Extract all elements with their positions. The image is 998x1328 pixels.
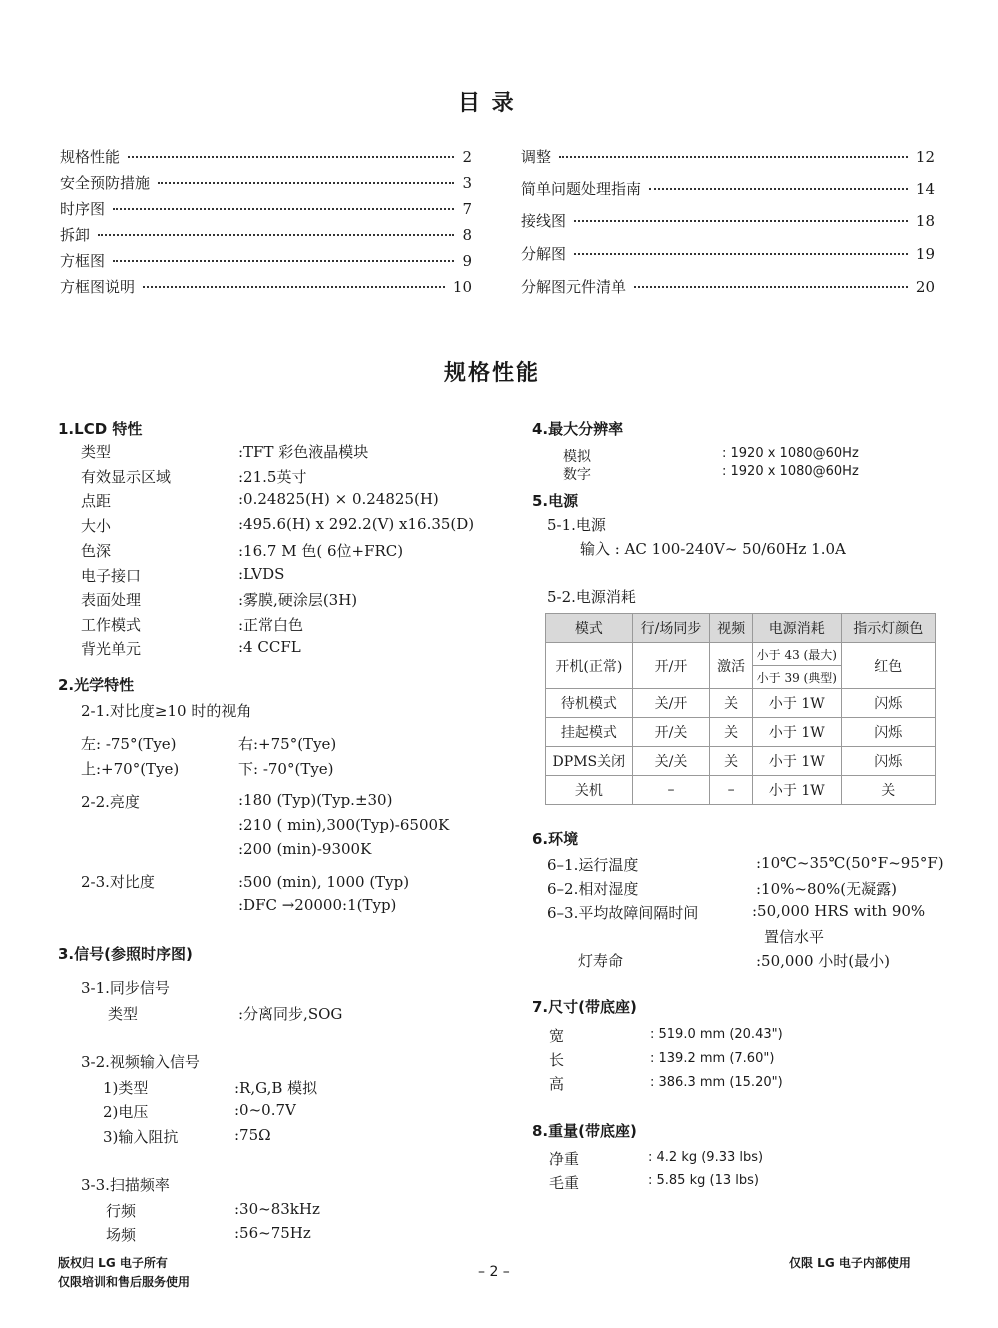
table-cell: 小于 43 (最大) bbox=[753, 643, 842, 666]
lcd-value: :4 CCFL bbox=[238, 638, 301, 656]
video-key: 2)电压 bbox=[103, 1103, 149, 1121]
toc-leader bbox=[634, 286, 908, 288]
table-cell: – bbox=[710, 776, 753, 805]
resolution-value: : 1920 x 1080@60Hz bbox=[722, 446, 859, 461]
table-header: 电源消耗 bbox=[753, 614, 842, 643]
table-cell: 待机模式 bbox=[546, 689, 633, 718]
toc-label: 简单问题处理指南 bbox=[521, 180, 642, 198]
size-value: : 139.2 mm (7.60") bbox=[650, 1051, 775, 1066]
lcd-key: 工作模式 bbox=[81, 616, 142, 634]
sync-type-value: :分离同步,SOG bbox=[238, 1005, 343, 1023]
toc-page: 10 bbox=[452, 278, 472, 296]
brightness-value: :180 (Typ)(Typ.±30) bbox=[238, 791, 393, 809]
table-cell: 关 bbox=[841, 776, 935, 805]
toc-item[interactable] bbox=[60, 224, 472, 245]
scan-value: :30~83kHz bbox=[234, 1200, 320, 1218]
toc-leader bbox=[143, 286, 445, 288]
brightness-value: :210 ( min),300(Typ)-6500K bbox=[238, 816, 450, 834]
table-cell: 小于 1W bbox=[753, 747, 842, 776]
toc-leader bbox=[98, 234, 454, 236]
table-row bbox=[546, 747, 936, 776]
toc-item[interactable] bbox=[60, 172, 472, 193]
contrast-label: 2-3.对比度 bbox=[81, 873, 155, 891]
toc-label: 拆卸 bbox=[60, 226, 91, 244]
weight-key: 净重 bbox=[549, 1150, 580, 1168]
lcd-value: :雾膜,硬涂层(3H) bbox=[238, 591, 358, 609]
lcd-key: 点距 bbox=[81, 492, 112, 510]
toc-page: 19 bbox=[915, 245, 935, 263]
table-cell: DPMS关闭 bbox=[546, 747, 633, 776]
footer-internal: 仅限 LG 电子内部使用 bbox=[789, 1256, 911, 1270]
toc-title: 目 录 bbox=[458, 90, 516, 116]
video-key: 1)类型 bbox=[103, 1079, 149, 1097]
table-row bbox=[546, 776, 936, 805]
toc-leader bbox=[649, 188, 908, 190]
toc-leader bbox=[158, 182, 454, 184]
toc-label: 方框图 bbox=[60, 252, 106, 270]
table-cell: 闪烁 bbox=[841, 718, 935, 747]
toc-page: 18 bbox=[915, 212, 935, 230]
env-key: 6–1.运行温度 bbox=[547, 856, 639, 874]
lcd-value: :LVDS bbox=[238, 565, 285, 583]
lcd-value: :正常白色 bbox=[238, 616, 304, 634]
table-cell: 激活 bbox=[710, 643, 753, 689]
lcd-key: 大小 bbox=[81, 517, 112, 535]
toc-item[interactable] bbox=[60, 198, 472, 219]
angle-up: 上:+70°(Tye) bbox=[81, 760, 180, 778]
toc-page: 8 bbox=[462, 226, 472, 244]
power-input: 输入 : AC 100-240V~ 50/60Hz 1.0A bbox=[580, 540, 846, 558]
table-row bbox=[546, 643, 936, 666]
toc-leader bbox=[113, 260, 454, 262]
table-row bbox=[546, 689, 936, 718]
toc-page: 2 bbox=[462, 148, 472, 166]
toc-page: 3 bbox=[462, 174, 472, 192]
contrast-value: :500 (min), 1000 (Typ) bbox=[238, 873, 410, 891]
toc-label: 安全预防措施 bbox=[60, 174, 151, 192]
toc-label: 接线图 bbox=[521, 212, 567, 230]
toc-item[interactable] bbox=[521, 146, 935, 167]
env-key: 6–2.相对湿度 bbox=[547, 880, 639, 898]
lcd-key: 背光单元 bbox=[81, 640, 142, 658]
signal-heading: 3.信号(参照时序图) bbox=[58, 945, 193, 963]
toc-leader bbox=[113, 208, 454, 210]
scan-label: 3-3.扫描频率 bbox=[81, 1176, 170, 1194]
toc-item[interactable] bbox=[60, 146, 472, 167]
power-table bbox=[545, 613, 936, 805]
table-cell: 小于 1W bbox=[753, 689, 842, 718]
resolution-value: : 1920 x 1080@60Hz bbox=[722, 464, 859, 479]
table-cell: 关/开 bbox=[632, 689, 710, 718]
sync-type-key: 类型 bbox=[108, 1005, 139, 1023]
scan-value: :56~75Hz bbox=[234, 1224, 311, 1242]
env-value-cont: 置信水平 bbox=[764, 928, 825, 946]
weight-key: 毛重 bbox=[549, 1174, 580, 1192]
env-value: :50,000 HRS with 90% bbox=[752, 902, 926, 920]
size-heading: 7.尺寸(带底座) bbox=[532, 998, 637, 1016]
size-key: 长 bbox=[549, 1051, 565, 1069]
page-number: – 2 – bbox=[478, 1264, 510, 1280]
table-cell: 开机(正常) bbox=[546, 643, 633, 689]
lcd-key: 色深 bbox=[81, 542, 112, 560]
weight-value: : 5.85 kg (13 lbs) bbox=[648, 1173, 759, 1188]
angle-down: 下: -70°(Tye) bbox=[238, 760, 334, 778]
toc-item[interactable] bbox=[60, 276, 472, 297]
lamp-key: 灯寿命 bbox=[578, 952, 624, 970]
table-cell: 小于 1W bbox=[753, 776, 842, 805]
table-header: 模式 bbox=[546, 614, 633, 643]
toc-leader bbox=[559, 156, 908, 158]
table-header: 行/场同步 bbox=[632, 614, 710, 643]
table-cell: – bbox=[632, 776, 710, 805]
table-cell: 闪烁 bbox=[841, 747, 935, 776]
toc-item[interactable] bbox=[521, 210, 935, 231]
table-cell: 闪烁 bbox=[841, 689, 935, 718]
table-cell: 关 bbox=[710, 689, 753, 718]
toc-label: 方框图说明 bbox=[60, 278, 136, 296]
table-cell: 小于 39 (典型) bbox=[753, 666, 842, 689]
env-value: :10%~80%(无凝露) bbox=[756, 880, 898, 898]
optical-heading: 2.光学特性 bbox=[58, 676, 135, 694]
lcd-key: 表面处理 bbox=[81, 591, 142, 609]
lamp-value: :50,000 小时(最小) bbox=[756, 952, 891, 970]
brightness-label: 2-2.亮度 bbox=[81, 793, 140, 811]
power-heading: 5.电源 bbox=[532, 492, 579, 510]
table-cell: 关 bbox=[710, 718, 753, 747]
toc-item[interactable] bbox=[521, 243, 935, 264]
toc-leader bbox=[128, 156, 454, 158]
toc-label: 分解图元件清单 bbox=[521, 278, 627, 296]
footer-copyright: 版权归 LG 电子所有 bbox=[58, 1256, 168, 1270]
angle-right: 右:+75°(Tye) bbox=[238, 735, 337, 753]
table-cell: 关机 bbox=[546, 776, 633, 805]
table-header-row bbox=[546, 614, 936, 643]
size-value: : 386.3 mm (15.20") bbox=[650, 1075, 783, 1090]
toc-item[interactable] bbox=[60, 250, 472, 271]
sync-label: 3-1.同步信号 bbox=[81, 979, 170, 997]
brightness-value: :200 (min)-9300K bbox=[238, 840, 372, 858]
env-heading: 6.环境 bbox=[532, 830, 579, 848]
lcd-value: :21.5英寸 bbox=[238, 468, 307, 486]
angle-left: 左: -75°(Tye) bbox=[81, 735, 177, 753]
table-cell: 红色 bbox=[841, 643, 935, 689]
table-header: 视频 bbox=[710, 614, 753, 643]
lcd-value: :TFT 彩色液晶模块 bbox=[238, 443, 369, 461]
toc-page: 20 bbox=[915, 278, 935, 296]
power-sub1: 5-1.电源 bbox=[547, 516, 606, 534]
toc-leader bbox=[574, 253, 908, 255]
video-value: :R,G,B 模拟 bbox=[234, 1079, 318, 1097]
table-cell: 挂起模式 bbox=[546, 718, 633, 747]
table-cell: 关 bbox=[710, 747, 753, 776]
power-sub2: 5-2.电源消耗 bbox=[547, 588, 636, 606]
lcd-value: :0.24825(H) × 0.24825(H) bbox=[238, 490, 439, 508]
footer-usage: 仅限培训和售后服务使用 bbox=[58, 1275, 191, 1289]
resolution-key: 模拟 bbox=[563, 449, 591, 465]
video-key: 3)输入阻抗 bbox=[103, 1128, 179, 1146]
toc-label: 分解图 bbox=[521, 245, 567, 263]
table-cell: 开/开 bbox=[632, 643, 710, 689]
video-label: 3-2.视频输入信号 bbox=[81, 1053, 200, 1071]
lcd-key: 类型 bbox=[81, 443, 112, 461]
lcd-value: :495.6(H) x 292.2(V) x16.35(D) bbox=[238, 515, 475, 533]
toc-item[interactable] bbox=[521, 276, 935, 297]
toc-page: 9 bbox=[462, 252, 472, 270]
weight-value: : 4.2 kg (9.33 lbs) bbox=[648, 1150, 764, 1165]
lcd-key: 电子接口 bbox=[81, 567, 142, 585]
toc-page: 12 bbox=[915, 148, 935, 166]
contrast-value: :DFC →20000:1(Typ) bbox=[238, 896, 397, 914]
toc-label: 规格性能 bbox=[60, 148, 121, 166]
toc-label: 调整 bbox=[521, 148, 552, 166]
toc-leader bbox=[574, 220, 908, 222]
toc-page: 7 bbox=[462, 200, 472, 218]
scan-key: 行频 bbox=[106, 1202, 137, 1220]
video-value: :0~0.7V bbox=[234, 1101, 296, 1119]
env-key: 6–3.平均故障间隔时间 bbox=[547, 904, 699, 922]
weight-heading: 8.重量(带底座) bbox=[532, 1122, 637, 1140]
lcd-heading: 1.LCD 特性 bbox=[58, 420, 143, 438]
table-cell: 开/关 bbox=[632, 718, 710, 747]
env-value: :10℃~35℃(50°F~95°F) bbox=[756, 854, 944, 872]
scan-key: 场频 bbox=[106, 1226, 137, 1244]
lcd-value: :16.7 M 色( 6位+FRC) bbox=[238, 542, 404, 560]
table-header: 指示灯颜色 bbox=[841, 614, 935, 643]
spec-title: 规格性能 bbox=[444, 361, 541, 386]
resolution-key: 数字 bbox=[563, 467, 591, 483]
toc-page: 14 bbox=[915, 180, 935, 198]
viewing-angle-label: 2-1.对比度≥10 时的视角 bbox=[81, 702, 252, 720]
table-cell: 小于 1W bbox=[753, 718, 842, 747]
lcd-key: 有效显示区域 bbox=[81, 468, 172, 486]
size-value: : 519.0 mm (20.43") bbox=[650, 1027, 783, 1042]
table-row bbox=[546, 718, 936, 747]
table-cell: 关/关 bbox=[632, 747, 710, 776]
toc-item[interactable] bbox=[521, 178, 935, 199]
size-key: 高 bbox=[549, 1075, 565, 1093]
resolution-heading: 4.最大分辨率 bbox=[532, 420, 624, 438]
size-key: 宽 bbox=[549, 1027, 565, 1045]
video-value: :75Ω bbox=[234, 1126, 271, 1144]
toc-label: 时序图 bbox=[60, 200, 106, 218]
